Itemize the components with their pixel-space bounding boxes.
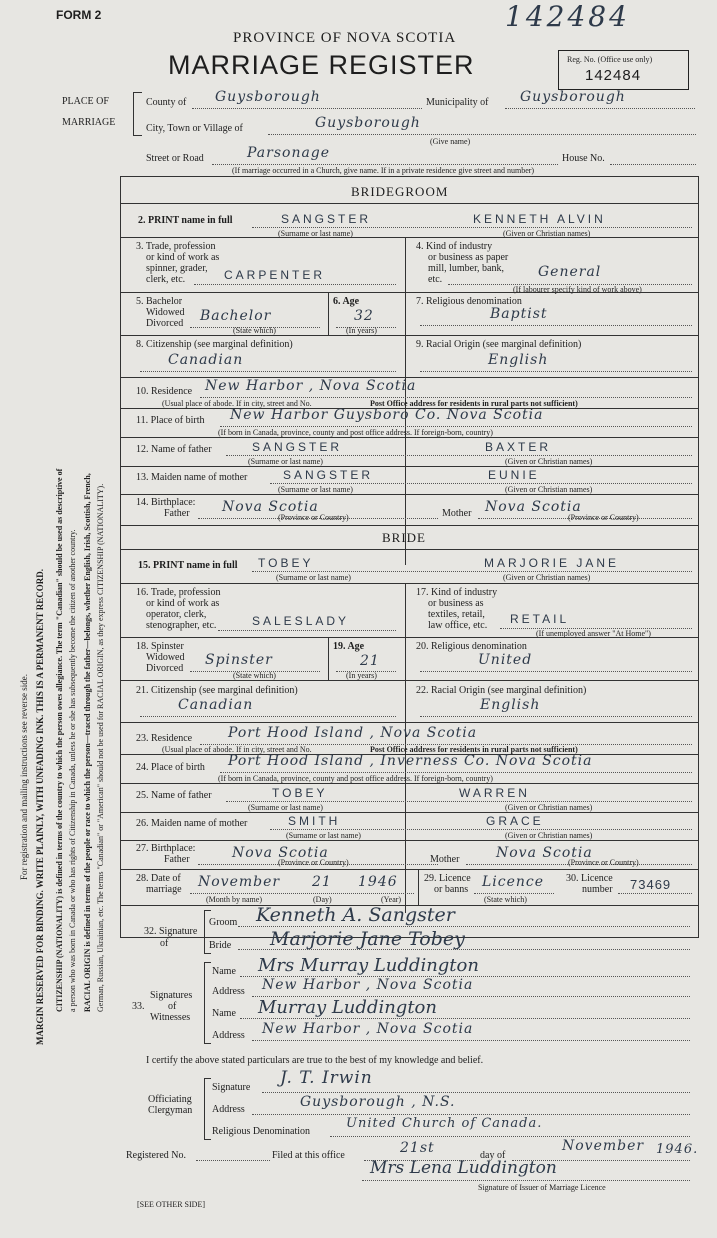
margin-line-3: CITIZENSHIP (NATIONALITY) is defined in terms of the country to which the person owes allegiance. The term "Canadian" should be used as descriptive of xyxy=(55,468,64,1012)
f33-l1: Signatures xyxy=(150,990,193,1001)
rule xyxy=(328,292,329,335)
year-note: (Year) xyxy=(381,895,402,904)
state-which: (State which) xyxy=(233,326,276,335)
f27-father: Father xyxy=(164,854,190,865)
f5-l2: Widowed xyxy=(146,307,185,318)
w2-address: New Harbor , Nova Scotia xyxy=(262,1021,474,1037)
bride-mother-bp: Nova Scotia xyxy=(496,845,593,861)
marriage-year: 1946 xyxy=(358,874,398,890)
street-label: Street or Road xyxy=(146,153,204,164)
house-label: House No. xyxy=(562,153,605,164)
f3-l4: clerk, etc. xyxy=(146,274,186,285)
place-label-2: MARRIAGE xyxy=(62,117,116,128)
f3-l3: spinner, grader, xyxy=(146,263,208,274)
filed-month: November xyxy=(562,1138,645,1154)
father-given-note: (Given or Christian names) xyxy=(505,457,593,466)
f17-l3: textiles, retail, xyxy=(428,609,485,620)
bf-surname-note: (Surname or last name) xyxy=(248,803,323,812)
f8-line xyxy=(140,371,396,372)
form-label: FORM 2 xyxy=(56,8,102,22)
clergy-l1: Officiating xyxy=(148,1094,192,1105)
bm-surname-note: (Surname or last name) xyxy=(286,831,361,840)
groom-birth: New Harbor Guysboro Co. Nova Scotia xyxy=(230,407,544,423)
groom-citizenship: Canadian xyxy=(168,352,244,368)
issuer-label: Signature of Issuer of Marriage Licence xyxy=(478,1183,606,1192)
bride-name-label: 15. PRINT name in full xyxy=(138,560,238,571)
clergy-l2: Clergyman xyxy=(148,1105,193,1116)
street-line xyxy=(212,164,558,165)
f24-label: 24. Place of birth xyxy=(136,762,205,773)
rule xyxy=(418,869,419,905)
bride-given-note: (Given or Christian names) xyxy=(503,573,591,582)
f3-l1: 3. Trade, profession xyxy=(136,241,216,252)
groom-religion: Baptist xyxy=(490,306,548,322)
bride-given: MARJORIE JANE xyxy=(484,556,620,570)
groom-sig-line xyxy=(238,926,690,927)
f21-label: 21. Citizenship (see marginal definition) xyxy=(136,685,298,696)
see-other-side: [SEE OTHER SIDE] xyxy=(137,1200,205,1209)
clergy-bracket xyxy=(204,1078,211,1140)
f4-l1: 4. Kind of industry xyxy=(416,241,493,252)
f18-l1: 18. Spinster xyxy=(136,641,184,652)
bride-residence: Port Hood Island , Nova Scotia xyxy=(228,725,478,741)
rule xyxy=(120,812,698,813)
groom-trade: CARPENTER xyxy=(224,268,326,282)
groom-father-given: BAXTER xyxy=(485,440,552,454)
f33-l2: of xyxy=(168,1001,177,1012)
groom-mother-bp: Nova Scotia xyxy=(485,499,582,515)
rule xyxy=(120,783,698,784)
f10-line xyxy=(200,397,692,398)
place-bracket xyxy=(133,92,142,136)
years-note-2: (In years) xyxy=(346,671,377,680)
bride-mother-given: GRACE xyxy=(486,814,544,828)
filed-label: Filed at this office xyxy=(272,1150,345,1161)
licence-type: Licence xyxy=(482,874,545,890)
rule xyxy=(120,203,698,204)
bride-father-surname: TOBEY xyxy=(272,786,328,800)
clergy-signature: J. T. Irwin xyxy=(280,1068,373,1088)
bride-sig-label: Bride xyxy=(209,940,232,951)
groom-given: KENNETH ALVIN xyxy=(473,212,606,226)
f22-label: 22. Racial Origin (see marginal definition) xyxy=(416,685,587,696)
f18-l3: Divorced xyxy=(146,663,184,674)
f25-line xyxy=(226,801,692,802)
f20-label: 20. Religious denomination xyxy=(416,641,527,652)
f20-line xyxy=(420,671,692,672)
margin-line-4: a person who was born in Canada or who has rights of Citizenship in Canada, unless he or she has subsequently become the citizen of another country. xyxy=(68,529,77,1012)
bride-trade: SALESLADY xyxy=(252,614,350,628)
groom-surname: SANGSTER xyxy=(281,212,372,226)
res-note-a: (Usual place of abode. If in city, street and No. xyxy=(162,399,312,408)
rule xyxy=(120,237,698,238)
bride-racial: English xyxy=(480,697,541,713)
f29-l1: 29. Licence xyxy=(424,873,471,884)
f16-l1: 16. Trade, profession xyxy=(136,587,221,598)
clergy-address: Guysborough , N.S. xyxy=(300,1094,456,1110)
w1-address-label: Address xyxy=(212,986,245,997)
groom-mother-surname: SANGSTER xyxy=(283,468,374,482)
f4-l4: etc. xyxy=(428,274,443,285)
place-label-1: PLACE OF xyxy=(62,96,109,107)
bf-given-note: (Given or Christian names) xyxy=(505,803,593,812)
clergy-address-line xyxy=(252,1114,690,1115)
rule xyxy=(120,637,698,638)
groom-signature: Kenneth A. Sangster xyxy=(256,904,455,926)
clergy-sig-label: Signature xyxy=(212,1082,251,1093)
clergy-denomination: United Church of Canada. xyxy=(346,1116,543,1131)
f16-l2: or kind of work as xyxy=(146,598,220,609)
bride-name-line xyxy=(252,571,692,572)
bride-signature: Marjorie Jane Tobey xyxy=(270,928,465,950)
f9-label: 9. Racial Origin (see marginal definition) xyxy=(416,339,582,350)
prov-note-3: (Province or Country) xyxy=(278,858,349,867)
groom-age: 32 xyxy=(354,308,374,324)
f10-label: 10. Residence xyxy=(136,386,193,397)
rule xyxy=(120,292,698,293)
certify-text: I certify the above stated particulars are true to the best of my knowledge and belief. xyxy=(146,1055,484,1066)
f32-l1: 32. Signature xyxy=(144,926,198,937)
f9-line xyxy=(420,371,692,372)
county-value: Guysborough xyxy=(215,89,321,105)
bride-heading: BRIDE xyxy=(382,530,426,545)
groom-residence: New Harbor , Nova Scotia xyxy=(205,378,417,394)
day-of: day of xyxy=(480,1150,506,1161)
mother-given-note: (Given or Christian names) xyxy=(505,485,593,494)
bride-citizenship: Canadian xyxy=(178,697,254,713)
res-note-b-2: Post Office address for residents in rural parts not sufficient) xyxy=(370,745,578,754)
f28-l1: 28. Date of xyxy=(136,873,181,884)
f30-line xyxy=(618,893,692,894)
page-title: MARRIAGE REGISTER xyxy=(168,50,475,80)
rule xyxy=(120,525,698,526)
f7-line xyxy=(420,325,692,326)
bride-birth: Port Hood Island , Inverness Co. Nova Scotia xyxy=(228,753,593,769)
w2-name: Murray Luddington xyxy=(258,997,437,1018)
f30-l1: 30. Licence xyxy=(566,873,613,884)
street-value: Parsonage xyxy=(247,145,331,161)
f14-label: 14. Birthplace: xyxy=(136,497,196,508)
rule xyxy=(120,869,698,870)
groom-father-surname: SANGSTER xyxy=(252,440,343,454)
bm-given-note: (Given or Christian names) xyxy=(505,831,593,840)
f16-l4: stenographer, etc. xyxy=(146,620,217,631)
municipality-line xyxy=(505,108,695,109)
clergy-address-label: Address xyxy=(212,1104,245,1115)
groom-father-bp: Nova Scotia xyxy=(222,499,319,515)
f29-line xyxy=(474,893,554,894)
month-note: (Month by name) xyxy=(206,895,262,904)
bride-father-given: WARREN xyxy=(459,786,530,800)
groom-name-line xyxy=(252,227,692,228)
f27-mother: Mother xyxy=(430,854,460,865)
filed-day: 21st xyxy=(400,1140,435,1156)
bride-religion: United xyxy=(478,652,533,668)
county-label: County of xyxy=(146,97,187,108)
state-which-2: (State which) xyxy=(233,671,276,680)
rule xyxy=(120,840,698,841)
w2-address-label: Address xyxy=(212,1030,245,1041)
f11-line xyxy=(220,426,692,427)
groom-heading: BRIDEGROOM xyxy=(351,184,449,199)
f12-label: 12. Name of father xyxy=(136,444,212,455)
clergy-sig-line xyxy=(262,1092,690,1093)
f17-l4: law office, etc. xyxy=(428,620,488,631)
res-note-a-2: (Usual place of abode. If in city, street and No. xyxy=(162,745,312,754)
w1-address: New Harbor , Nova Scotia xyxy=(262,977,474,993)
denom-label: Religious Denomination xyxy=(212,1126,311,1137)
reg-box-label: Reg. No. (Office use only) xyxy=(567,55,653,64)
issuer-line xyxy=(362,1180,690,1181)
city-value: Guysborough xyxy=(315,115,421,131)
f14-father: Father xyxy=(164,508,190,519)
bride-father-bp: Nova Scotia xyxy=(232,845,329,861)
city-label: City, Town or Village of xyxy=(146,123,243,134)
rule xyxy=(120,494,698,495)
margin-line-2: MARGIN RESERVED FOR BINDING. WRITE PLAINLY, WITH UNFADING INK. THIS IS A PERMANENT RECORD. xyxy=(35,568,45,1045)
birth-note-2: (If born in Canada, province, county and post office address. If foreign-born, country) xyxy=(218,774,493,783)
f4-note: (If labourer specify kind of work above) xyxy=(513,285,642,294)
street-note: (If marriage occurred in a Church, give name. If in a private residence give street and number) xyxy=(232,166,535,175)
reg-line xyxy=(196,1160,270,1161)
w2-name-line xyxy=(240,1018,690,1019)
father-surname-note: (Surname or last name) xyxy=(248,457,323,466)
bride-surname: TOBEY xyxy=(258,556,314,570)
f12-line xyxy=(226,455,692,456)
f33-num: 33. xyxy=(132,1001,145,1012)
f3-line xyxy=(194,284,396,285)
margin-line-6: German, Russian, Ukrainian, etc. The terms "Canadian" or "American" should not be used for RACIAL ORIGIN, as they express CITIZENSHIP (NATIONALITY). xyxy=(96,483,105,1012)
f13-line xyxy=(270,483,692,484)
rule xyxy=(120,335,698,336)
f17-l1: 17. Kind of industry xyxy=(416,587,498,598)
state-which-3: (State which) xyxy=(484,895,527,904)
marriage-day: 21 xyxy=(312,874,332,890)
f5-l1: 5. Bachelor xyxy=(136,296,183,307)
bride-industry: RETAIL xyxy=(510,612,570,626)
municipality-label: Municipality of xyxy=(426,97,489,108)
f23-label: 23. Residence xyxy=(136,733,193,744)
f4-l2: or business as paper xyxy=(428,252,509,263)
f28-l2: marriage xyxy=(146,884,182,895)
reg-number-box xyxy=(558,50,689,90)
f18-l2: Widowed xyxy=(146,652,185,663)
w1-name-label: Name xyxy=(212,966,236,977)
f6-label: 6. Age xyxy=(333,296,360,307)
f30-l2: number xyxy=(582,884,613,895)
groom-given-note: (Given or Christian names) xyxy=(503,229,591,238)
f4-l3: mill, lumber, bank, xyxy=(428,263,504,274)
f22-line xyxy=(420,716,692,717)
f8-label: 8. Citizenship (see marginal definition) xyxy=(136,339,293,350)
bride-surname-note: (Surname or last name) xyxy=(276,573,351,582)
reg-label: Registered No. xyxy=(126,1150,186,1161)
bride-status: Spinster xyxy=(205,652,273,668)
groom-industry: General xyxy=(538,264,602,280)
bride-mother-surname: SMITH xyxy=(288,814,341,828)
city-line xyxy=(268,134,696,135)
w2-address-line xyxy=(252,1040,690,1041)
f33-l3: Witnesses xyxy=(150,1012,191,1023)
birth-note: (If born in Canada, province, county and post office address. If foreign-born, country) xyxy=(218,428,493,437)
w1-name: Mrs Murray Luddington xyxy=(258,955,479,976)
filed-year: 1946. xyxy=(656,1142,699,1157)
county-line xyxy=(192,108,422,109)
f27-label: 27. Birthplace: xyxy=(136,843,196,854)
f16-line xyxy=(218,630,396,631)
issuer-signature: Mrs Lena Luddington xyxy=(370,1158,557,1178)
f19-label: 19. Age xyxy=(333,641,365,652)
f21-line xyxy=(140,716,396,717)
handwritten-number: 142484 xyxy=(505,0,630,33)
mother-surname-note: (Surname or last name) xyxy=(278,485,353,494)
rule xyxy=(120,722,698,723)
f32-l2: of xyxy=(160,938,169,949)
f28-line xyxy=(190,893,414,894)
f14-mother: Mother xyxy=(442,508,472,519)
margin-line-5: RACIAL ORIGIN is defined in terms of the people or race to which the person—traced through the father—belongs, whether English, Irish, Scottish, French, xyxy=(83,473,92,1012)
groom-mother-given: EUNIE xyxy=(488,468,540,482)
prov-note-4: (Province or Country) xyxy=(568,858,639,867)
groom-racial: English xyxy=(488,352,549,368)
f3-l2: or kind of work as xyxy=(146,252,220,263)
groom-name-label: 2. PRINT name in full xyxy=(138,215,233,226)
f5-l3: Divorced xyxy=(146,318,184,329)
reg-box-number: 142484 xyxy=(585,67,642,84)
denom-line xyxy=(330,1136,690,1137)
rule xyxy=(120,583,698,584)
give-name-note: (Give name) xyxy=(430,137,471,146)
licence-number: 73469 xyxy=(630,877,672,892)
groom-sig-label: Groom xyxy=(209,917,238,928)
province: PROVINCE OF NOVA SCOTIA xyxy=(233,30,457,46)
rule xyxy=(328,637,329,680)
groom-status: Bachelor xyxy=(200,308,272,324)
witness-bracket xyxy=(204,962,211,1044)
years-note: (In years) xyxy=(346,326,377,335)
municipality-value: Guysborough xyxy=(520,89,626,105)
rule xyxy=(120,437,698,438)
f25-label: 25. Name of father xyxy=(136,790,212,801)
groom-surname-note: (Surname or last name) xyxy=(278,229,353,238)
marriage-month: November xyxy=(198,874,281,890)
rule xyxy=(120,466,698,467)
f29-l2: or banns xyxy=(434,884,469,895)
f11-label: 11. Place of birth xyxy=(136,415,205,426)
f24-line xyxy=(220,772,692,773)
f16-l3: operator, clerk, xyxy=(146,609,207,620)
rule xyxy=(120,680,698,681)
prov-note-2: (Province or Country) xyxy=(568,513,639,522)
w2-name-label: Name xyxy=(212,1008,236,1019)
day-note: (Day) xyxy=(313,895,332,904)
f17-note: (If unemployed answer "At Home") xyxy=(536,629,651,638)
house-line xyxy=(610,164,696,165)
margin-line-1: For registration and mailing instructions see reverse side. xyxy=(19,674,29,880)
f13-label: 13. Maiden name of mother xyxy=(136,472,248,483)
f26-line xyxy=(270,829,692,830)
rule xyxy=(120,549,698,550)
f7-label: 7. Religious denomination xyxy=(416,296,522,307)
f17-l2: or business as xyxy=(428,598,484,609)
bride-age: 21 xyxy=(360,653,380,669)
prov-note-1: (Province or Country) xyxy=(278,513,349,522)
res-note-b: Post Office address for residents in rural parts not sufficient) xyxy=(370,399,578,408)
f26-label: 26. Maiden name of mother xyxy=(136,818,248,829)
